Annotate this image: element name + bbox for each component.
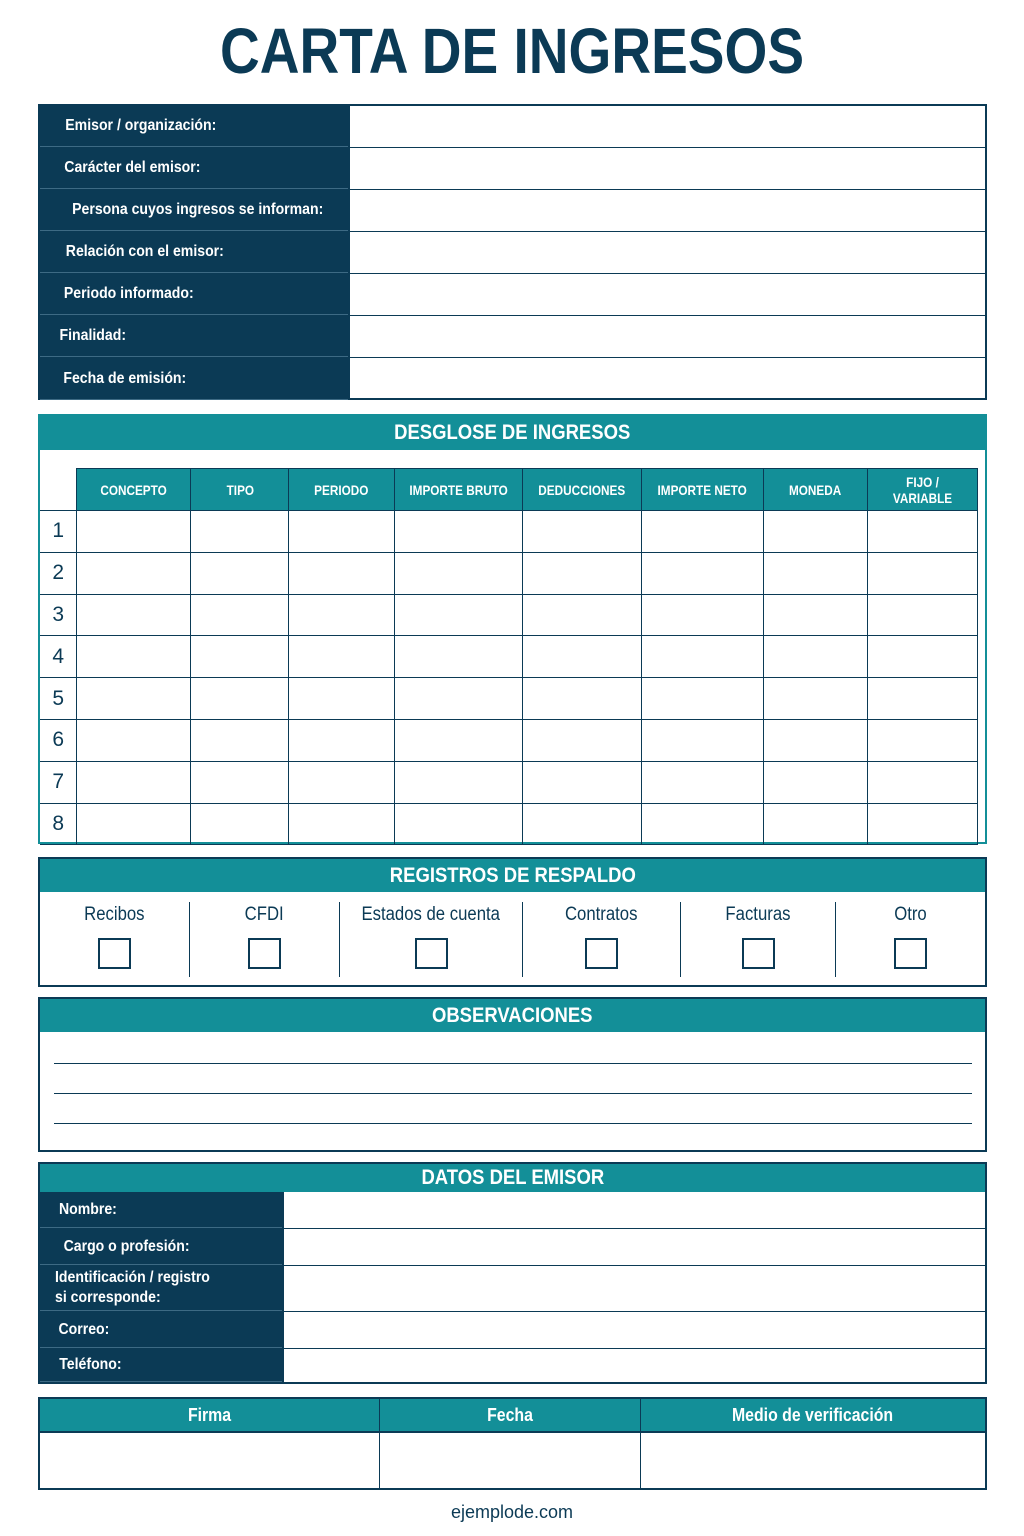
info-label: Emisor / organización: [40,106,348,147]
record-option-recibos [40,902,190,977]
row-number: 4 [40,636,77,678]
facturas-checkbox[interactable] [742,938,775,969]
table-cell[interactable] [77,511,191,553]
record-label: Otro [894,904,927,925]
table-cell[interactable] [77,761,191,803]
table-cell[interactable] [867,719,977,761]
table-cell[interactable] [77,552,191,594]
table-cell[interactable] [395,552,523,594]
table-cell[interactable] [523,552,642,594]
relacion-field[interactable] [348,232,985,273]
info-label: Carácter del emisor: [40,148,348,189]
correo-field[interactable] [282,1312,985,1348]
row-number: 5 [40,678,77,720]
table-row [40,636,978,678]
cargo-field[interactable] [282,1229,985,1265]
row-number: 8 [40,803,77,845]
table-cell[interactable] [289,803,395,845]
row-number: 1 [40,511,77,553]
table-cell[interactable] [77,636,191,678]
table-cell[interactable] [395,803,523,845]
table-cell[interactable] [523,719,642,761]
firma-header: Firma [40,1399,380,1431]
cfdi-checkbox[interactable] [248,938,281,969]
table-cell[interactable] [642,678,764,720]
table-cell[interactable] [523,803,642,845]
record-label: Facturas [725,904,791,925]
otro-checkbox[interactable] [894,938,927,969]
table-cell[interactable] [395,511,523,553]
issuer-info-table [38,104,987,400]
table-cell[interactable] [191,719,289,761]
info-row-finalidad [40,316,985,358]
column-header: IMPORTE NETO [642,469,764,511]
page-title: CARTA DE INGRESOS [219,15,805,87]
table-cell[interactable] [523,594,642,636]
observations-section [38,997,987,1152]
record-label: Recibos [84,904,145,925]
table-cell[interactable] [395,594,523,636]
table-cell[interactable] [642,803,764,845]
verificacion-header: Medio de verificación [732,1404,894,1425]
table-cell[interactable] [764,552,868,594]
record-option-facturas [681,902,836,977]
record-label: Estados de cuenta [361,904,501,925]
table-cell[interactable] [642,511,764,553]
column-header: DEDUCCIONES [523,469,642,511]
table-row [40,678,978,720]
table-cell[interactable] [764,678,868,720]
recibos-checkbox[interactable] [98,938,131,969]
row-number: 6 [40,719,77,761]
section-heading: DESGLOSE DE INGRESOS [40,416,985,450]
record-option-estados [340,902,523,977]
table-cell[interactable] [764,636,868,678]
signature-section [38,1397,987,1490]
table-cell[interactable] [523,678,642,720]
writing-line [54,1063,972,1064]
column-header: PERIODO [289,469,395,511]
record-option-cfdi [190,902,340,977]
caracter-field[interactable] [348,148,985,189]
table-cell[interactable] [523,511,642,553]
record-option-otro [836,902,985,977]
table-cell[interactable] [191,678,289,720]
table-cell[interactable] [867,552,977,594]
table-cell[interactable] [289,636,395,678]
table-cell[interactable] [77,678,191,720]
issuer-row-correo [40,1312,985,1349]
table-row [40,511,978,553]
table-row [40,803,978,845]
observations-field[interactable] [40,1032,985,1150]
section-heading: REGISTROS DE RESPALDO [40,859,985,892]
table-cell[interactable] [764,511,868,553]
table-cell[interactable] [289,552,395,594]
finalidad-field[interactable] [348,316,985,357]
table-cell[interactable] [77,803,191,845]
info-row-emisor [40,106,985,148]
table-row [40,594,978,636]
table-cell[interactable] [395,678,523,720]
column-header: IMPORTE BRUTO [395,469,523,511]
section-heading: OBSERVACIONES [40,999,985,1032]
issuer-row-identificacion [40,1266,985,1312]
table-cell[interactable] [289,719,395,761]
table-cell[interactable] [867,678,977,720]
info-label: Fecha de emisión: [40,358,348,400]
column-header: FIJO / VARIABLE [867,469,977,511]
table-cell[interactable] [642,719,764,761]
estados-checkbox[interactable] [415,938,448,969]
supporting-records-section [38,857,987,987]
identificacion-field[interactable] [282,1266,985,1311]
section-heading: DATOS DEL EMISOR [40,1164,985,1192]
fecha-field[interactable] [380,1433,641,1488]
column-header: MONEDA [764,469,868,511]
issuer-label: Nombre: [40,1192,282,1228]
table-cell[interactable] [867,761,977,803]
firma-field[interactable] [40,1433,380,1488]
table-row [40,719,978,761]
table-cell[interactable] [395,636,523,678]
issuer-data-section [38,1162,987,1384]
row-number: 2 [40,552,77,594]
issuer-label: Identificación / registro si corresponde: [40,1266,282,1311]
table-row [40,761,978,803]
table-cell[interactable] [191,594,289,636]
record-label: CFDI [244,904,284,925]
table-cell[interactable] [523,761,642,803]
table-cell[interactable] [289,511,395,553]
table-cell[interactable] [867,803,977,845]
issuer-row-nombre [40,1192,985,1229]
telefono-field[interactable] [282,1349,985,1382]
record-label: Contratos [565,904,638,925]
table-cell[interactable] [77,719,191,761]
issuer-label: Cargo o profesión: [40,1229,282,1265]
table-cell[interactable] [191,636,289,678]
info-row-persona [40,190,985,232]
table-corner [40,469,77,511]
table-cell[interactable] [642,761,764,803]
table-cell[interactable] [642,552,764,594]
row-number: 7 [40,761,77,803]
table-cell[interactable] [867,594,977,636]
info-label: Persona cuyos ingresos se informan: [40,190,348,231]
info-row-caracter [40,148,985,190]
verificacion-field[interactable] [641,1433,985,1488]
info-label: Relación con el emisor: [40,232,348,273]
issuer-row-cargo [40,1229,985,1266]
persona-field[interactable] [348,190,985,231]
info-row-periodo [40,274,985,316]
table-cell[interactable] [642,594,764,636]
table-cell[interactable] [395,719,523,761]
fecha-header: Fecha [380,1399,641,1431]
table-cell[interactable] [764,803,868,845]
table-cell[interactable] [523,636,642,678]
table-row [40,552,978,594]
table-cell[interactable] [867,636,977,678]
table-cell[interactable] [764,719,868,761]
table-cell[interactable] [191,552,289,594]
table-cell[interactable] [764,761,868,803]
info-label: Periodo informado: [40,274,348,315]
writing-line [54,1093,972,1094]
row-number: 3 [40,594,77,636]
income-breakdown-section [38,414,987,844]
table-cell[interactable] [191,511,289,553]
table-cell[interactable] [191,761,289,803]
issuer-row-telefono [40,1349,985,1382]
issuer-label: Teléfono: [40,1349,282,1382]
table-cell[interactable] [289,761,395,803]
table-cell[interactable] [289,678,395,720]
table-cell[interactable] [77,594,191,636]
column-header: TIPO [191,469,289,511]
table-cell[interactable] [764,594,868,636]
record-option-contratos [523,902,681,977]
emisor-field[interactable] [348,106,985,147]
periodo-field[interactable] [348,274,985,315]
table-cell[interactable] [289,594,395,636]
footer-site: ejemplode.com [450,1502,574,1522]
table-cell[interactable] [642,636,764,678]
table-cell[interactable] [395,761,523,803]
writing-line [54,1123,972,1124]
nombre-field[interactable] [282,1192,985,1228]
info-row-fecha [40,358,985,400]
info-label: Finalidad: [40,316,348,357]
fecha-emision-field[interactable] [348,358,985,400]
income-breakdown-table [40,468,978,845]
contratos-checkbox[interactable] [585,938,618,969]
column-header: CONCEPTO [77,469,191,511]
issuer-label: Correo: [40,1312,282,1348]
table-cell[interactable] [867,511,977,553]
info-row-relacion [40,232,985,274]
table-cell[interactable] [191,803,289,845]
